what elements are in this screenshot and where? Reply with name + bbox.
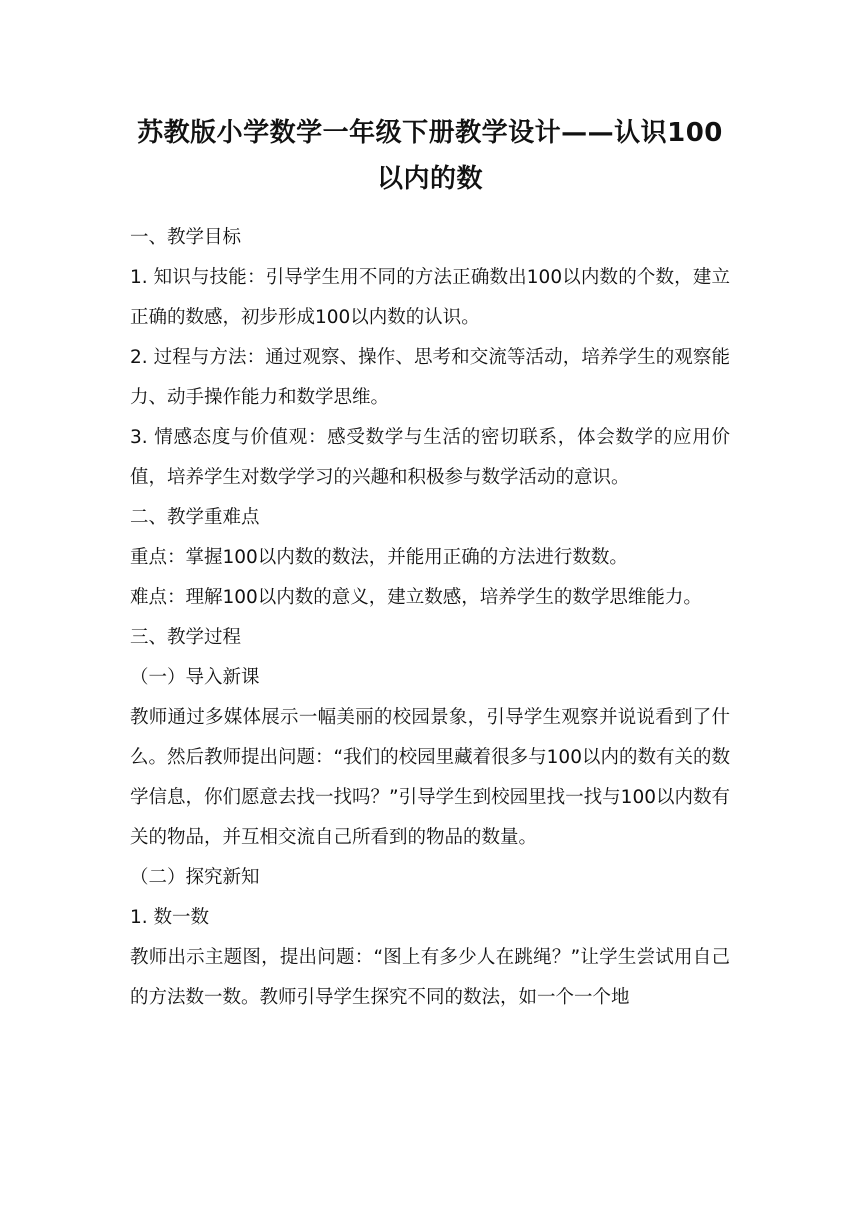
objective-item-1: 1. 知识与技能：引导学生用不同的方法正确数出100以内数的个数，建立正确的数感，初步形成100以内数的认识。 bbox=[130, 267, 730, 328]
intro-paragraph: 教师通过多媒体展示一幅美丽的校园景象，引导学生观察并说说看到了什么。然后教师提出问题：“我们的校园里藏着很多与100以内的数有关的数学信息，你们愿意去找一找吗？”引导学生到校园里找一找与100以内数有关的物品，并互相交流自己所看到的物品的数量。 bbox=[130, 707, 730, 848]
section-heading-objectives: 一、教学目标 bbox=[130, 227, 242, 248]
section-heading-key-points: 二、教学重难点 bbox=[130, 507, 260, 528]
key-point-difficulty: 难点：理解100以内数的意义，建立数感，培养学生的数学思维能力。 bbox=[130, 587, 702, 608]
section-heading-process: 三、教学过程 bbox=[130, 627, 242, 648]
document-title: 苏教版小学数学一年级下册教学设计——认识100以内的数 bbox=[137, 118, 723, 194]
document-body bbox=[130, 110, 730, 1018]
subsection-heading-explore: （二）探究新知 bbox=[130, 867, 260, 888]
subsection-heading-intro: （一）导入新课 bbox=[130, 667, 260, 688]
key-point-focus: 重点：掌握100以内数的数法，并能用正确的方法进行数数。 bbox=[130, 547, 628, 568]
count-paragraph: 教师出示主题图，提出问题：“图上有多少人在跳绳？”让学生尝试用自己的方法数一数。教师引导学生探究不同的数法，如一个一个地 bbox=[130, 947, 730, 1008]
objective-item-3: 3. 情感态度与价值观：感受数学与生活的密切联系，体会数学的应用价值，培养学生对数学学习的兴趣和积极参与数学活动的意识。 bbox=[130, 427, 730, 488]
objective-item-2: 2. 过程与方法：通过观察、操作、思考和交流等活动，培养学生的观察能力、动手操作能力和数学思维。 bbox=[130, 347, 730, 408]
count-heading: 1. 数一数 bbox=[130, 907, 210, 928]
